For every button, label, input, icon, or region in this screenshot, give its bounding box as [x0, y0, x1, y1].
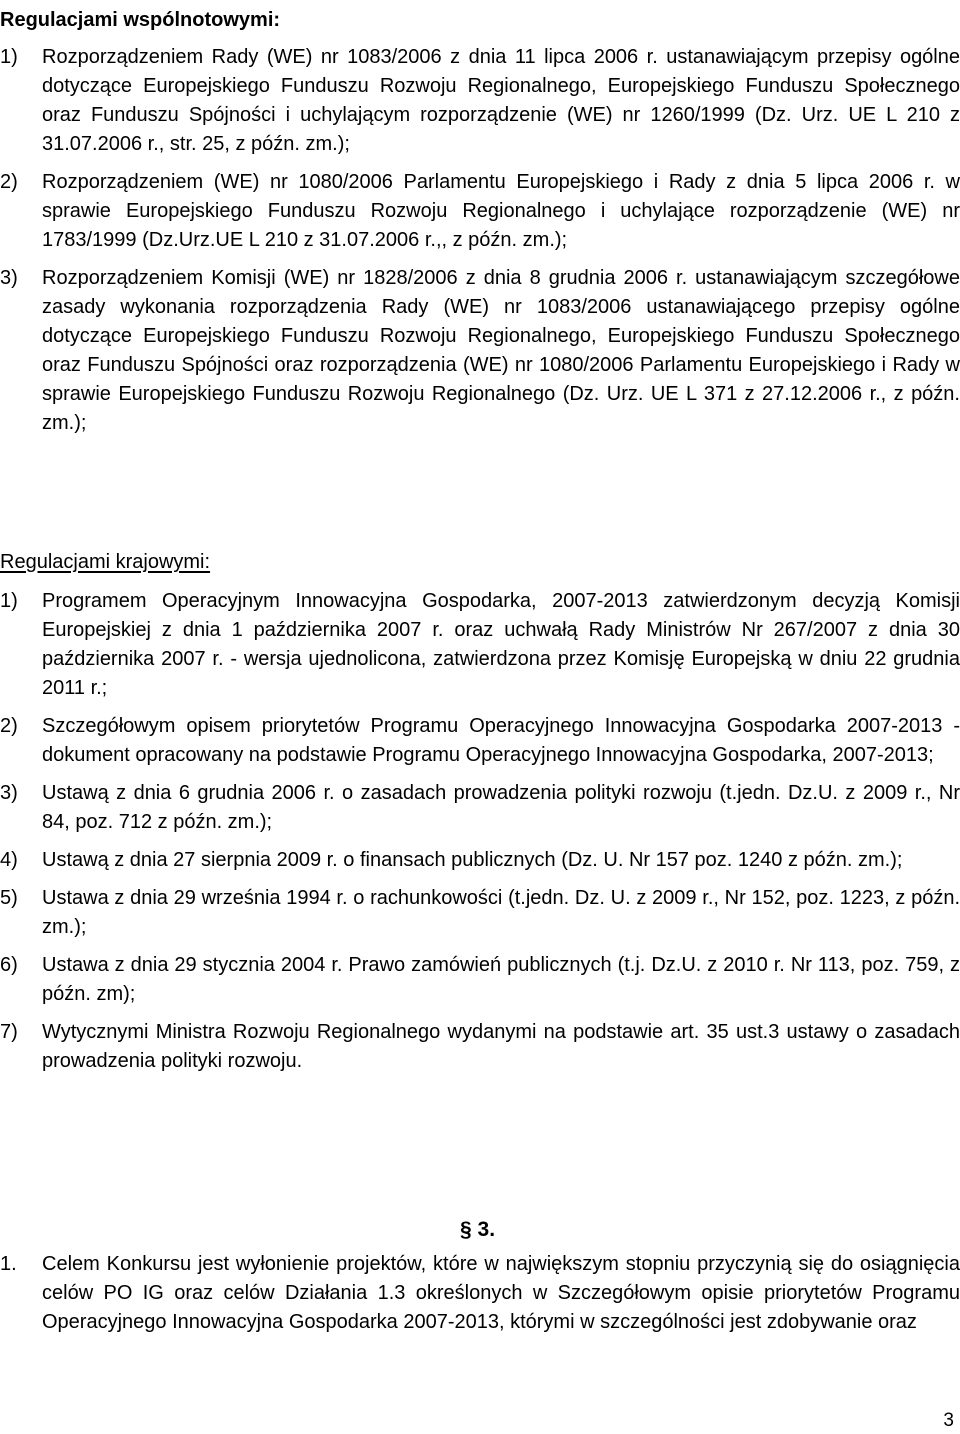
list-item [0, 779, 960, 837]
list-item-number: 6) [0, 954, 18, 976]
list-item-number: 3) [0, 782, 18, 804]
list-item [0, 884, 960, 942]
list-item [0, 846, 960, 875]
list-item [0, 1250, 960, 1337]
list-item-text: Rozporządzeniem Komisji (WE) nr 1828/2006 z dnia 8 grudnia 2006 r. ustanawiającym szczegółowe zasady wykonania rozporządzenia Rady (WE) nr 1083/2006 ustanawiającego przepisy ogólne dotyczące Europejskiego Funduszu Rozwoju Regionalnego, Europejskiego Funduszu Społecznego oraz Funduszu Spójności oraz rozporządzenia (WE) nr 1080/2006 Parlamentu Europejskiego i Rady w sprawie Europejskiego Funduszu Rozwoju Regionalnego (Dz. Urz. UE L 371 z 27.12.2006 r., z późn. zm.); [42, 267, 960, 434]
national-regulations-list [0, 587, 960, 1076]
list-item-number: 4) [0, 849, 18, 871]
list-item-text: Rozporządzeniem Rady (WE) nr 1083/2006 z dnia 11 lipca 2006 r. ustanawiającym przepisy ogólne dotyczące Europejskiego Funduszu Rozwoju Regionalnego, Europejskiego Funduszu Społecznego oraz Funduszu Spójności i uchylającym rozporządzenie (WE) nr 1260/1999 (Dz. Urz. UE L 210 z 31.07.2006 r., str. 25, z późn. zm.); [42, 46, 960, 155]
list-item-text: Celem Konkursu jest wyłonienie projektów, które w największym stopniu przyczynią się do osiągnięcia celów PO IG oraz celów Działania 1.3 określonych w Szczegółowym opisie priorytetów Programu Operacyjnego Innowacyjna Gospodarka 2007-2013, którymi w szczególności jest zdobywanie oraz [42, 1253, 960, 1333]
list-item [0, 712, 960, 770]
page-number: 3 [943, 1410, 954, 1431]
list-item-text: Wytycznymi Ministra Rozwoju Regionalnego wydanymi na podstawie art. 35 ust.3 ustawy o zasadach prowadzenia polityki rozwoju. [42, 1021, 960, 1072]
list-item [0, 587, 960, 703]
list-item [0, 951, 960, 1009]
section-paragraph-list [0, 1250, 960, 1337]
list-item-text: Szczegółowym opisem priorytetów Programu Operacyjnego Innowacyjna Gospodarka 2007-2013 - dokument opracowany na podstawie Programu Operacyjnego Innowacyjna Gospodarka, 2007-2013; [42, 715, 960, 766]
list-item-number: 1) [0, 590, 18, 612]
list-item [0, 43, 960, 159]
list-item-number: 2) [0, 715, 18, 737]
national-regulations-heading: Regulacjami krajowymi: [0, 551, 211, 573]
section-number-heading: § 3. [460, 1218, 496, 1241]
list-item-number: 3) [0, 267, 18, 289]
list-item-text: Ustawą z dnia 27 sierpnia 2009 r. o finansach publicznych (Dz. U. Nr 157 poz. 1240 z późn. zm.); [42, 849, 903, 871]
eu-regulations-heading: Regulacjami wspólnotowymi: [0, 9, 281, 31]
list-item-text: Rozporządzeniem (WE) nr 1080/2006 Parlamentu Europejskiego i Rady z dnia 5 lipca 2006 r. w sprawie Europejskiego Funduszu Rozwoju Regionalnego i uchylające rozporządzenie (WE) nr 1783/1999 (Dz.Urz.UE L 210 z 31.07.2006 r.,, z późn. zm.); [42, 171, 960, 251]
list-item [0, 1018, 960, 1076]
list-item-number: 2) [0, 171, 18, 193]
list-item-text: Ustawa z dnia 29 stycznia 2004 r. Prawo zamówień publicznych (t.j. Dz.U. z 2010 r. Nr 113, poz. 759, z późn. zm); [42, 954, 960, 1005]
list-item-number: 5) [0, 887, 18, 909]
list-item-number: 1) [0, 46, 18, 68]
eu-regulations-list [0, 43, 960, 438]
list-item [0, 264, 960, 438]
list-item-number: 7) [0, 1021, 18, 1043]
list-item [0, 168, 960, 255]
list-item-number: 1. [0, 1253, 17, 1275]
list-item-text: Ustawą z dnia 6 grudnia 2006 r. o zasadach prowadzenia polityki rozwoju (t.jedn. Dz.U. z 2009 r., Nr 84, poz. 712 z późn. zm.); [42, 782, 960, 833]
list-item-text: Ustawa z dnia 29 września 1994 r. o rachunkowości (t.jedn. Dz. U. z 2009 r., Nr 152, poz. 1223, z późn. zm.); [42, 887, 960, 938]
list-item-text: Programem Operacyjnym Innowacyjna Gospodarka, 2007-2013 zatwierdzonym decyzją Komisji Europejskiej z dnia 1 października 2007 r. oraz uchwałą Rady Ministrów Nr 267/2007 z dnia 30 października 2007 r. - wersja ujednolicona, zatwierdzona przez Komisję Europejską w dniu 22 grudnia 2011 r.; [42, 590, 960, 699]
